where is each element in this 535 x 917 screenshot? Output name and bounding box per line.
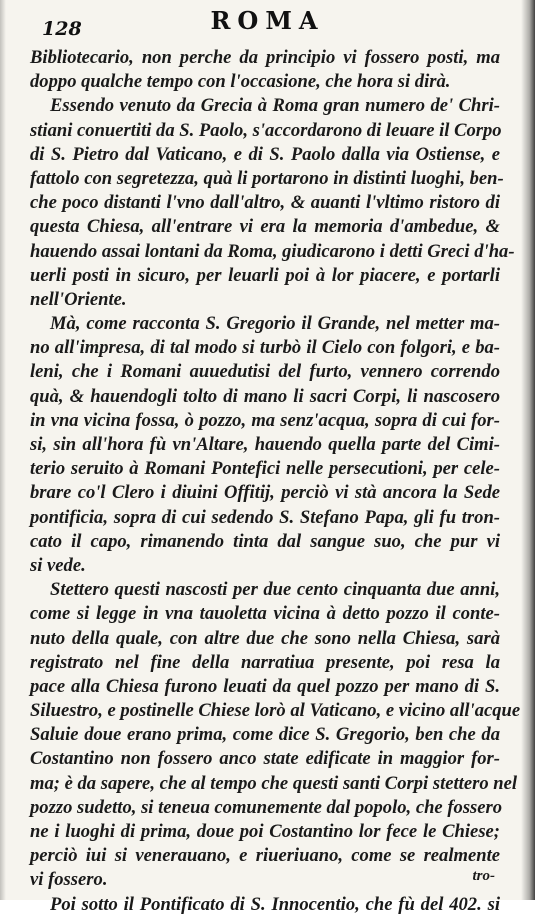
text-line: Poi sotto il Pontificato di S. Innocentio, che fù del 402. si [50,893,500,915]
page-gutter-shadow [0,0,6,900]
text-line: Essendo venuto da Grecia à Roma gran numero de' Chri- [50,95,500,117]
text-line: nell'Oriente. [30,288,127,310]
text-line: doppo qualche tempo con l'occasione, che hora si dirà. [30,71,451,93]
text-line: di S. Pietro dal Vaticano, e di S. Paolo dalla via Ostiense, e [30,143,500,165]
text-line: ma; è da sapere, che al tempo che questi santi Corpi stettero nel [30,772,518,794]
catchword: tro- [472,868,495,884]
text-line: si, sin all'hora fù vn'Altare, hauendo quella parte del Cimi- [30,434,500,455]
text-line: questa Chiesa, all'entrare vi era la memoria d'ambedue, & [30,216,500,238]
text-line: Costantino non fossero anco state edificate in maggior for- [30,748,500,770]
text-line: perciò iui si venerauano, e riueriuano, come se realmente [30,845,500,867]
text-line: Saluie doue erano prima, come dice S. Gregorio, ben che da [30,724,500,746]
text-line: cato il capo, rimanendo tinta dal sangue suo, che pur vi [30,530,500,552]
text-line: registrato nel fine della narratiua presente, poi resa la [30,651,500,673]
text-line: uerli posti in sicuro, per leuarli poi à lor piacere, e portarli [30,264,500,286]
text-line: Stettero questi nascosti per due cento cinquanta due anni, [50,579,500,601]
text-line: in vna vicina fossa, ò pozzo, ma senz'acqua, sopra di cui for- [30,409,500,431]
text-line: hauendo assai lontani da Roma, giudicarono i detti Greci d'ha- [30,240,515,262]
text-line: no all'impresa, di tal modo si turbò il Cielo con folgori, e ba- [30,337,500,359]
text-line: pozzo sudetto, si teneua comunemente dal popolo, che fossero [30,796,503,818]
text-line: Mà, come racconta S. Gregorio il Grande, nel metter ma- [50,313,500,335]
text-line: Bibliotecario, non perche da principio vi fossero posti, ma [30,47,500,68]
page-header [40,4,495,44]
text-line: brare co'l Clero i diuini Offitij, perciò vi stà ancora la Sede [30,482,500,504]
text-line: pontificia, sopra di cui sedendo S. Stefano Papa, gli fu tron- [30,506,500,528]
text-line: vi fossero. [30,869,108,891]
page-number: 128 [42,18,82,40]
text-line: nuto della quale, con altre due che sono nella Chiesa, sarà [30,627,500,649]
text-line: si vede. [30,554,86,576]
text-line: pace alla Chiesa furono leuati da quel pozzo per mano di S. [30,675,500,697]
running-head: ROMA [210,6,325,35]
text-line: stiani conuertiti da S. Paolo, s'accordarono di leuare il Corpo [30,119,502,141]
text-line: Siluestro, e postinelle Chiese lorò al Vaticano, e vicino all'acque [30,700,521,722]
body-text [30,46,521,917]
text-line: che poco distanti l'vno dall'altro, & auanti l'vltimo ristoro di [30,192,500,214]
text-line: quà, & hauendogli tolto di mano li sacri Corpi, li nascosero [30,385,500,407]
text-line: come si legge in vna tauoletta vicina à detto pozzo il conte- [30,603,500,625]
page-edge-shadow [521,0,535,900]
text-line: leni, che i Romani auuedutisi del furto, vennero correndo [30,361,500,383]
text-line: terio seruito à Romani Pontefici nelle persecutioni, per cele- [30,458,500,480]
text-line: fattolo con segretezza, quà li portarono in distinti luoghi, ben- [30,167,504,189]
text-line: ne i luoghi di prima, doue poi Costantino lor fece le Chiese; [30,821,500,842]
